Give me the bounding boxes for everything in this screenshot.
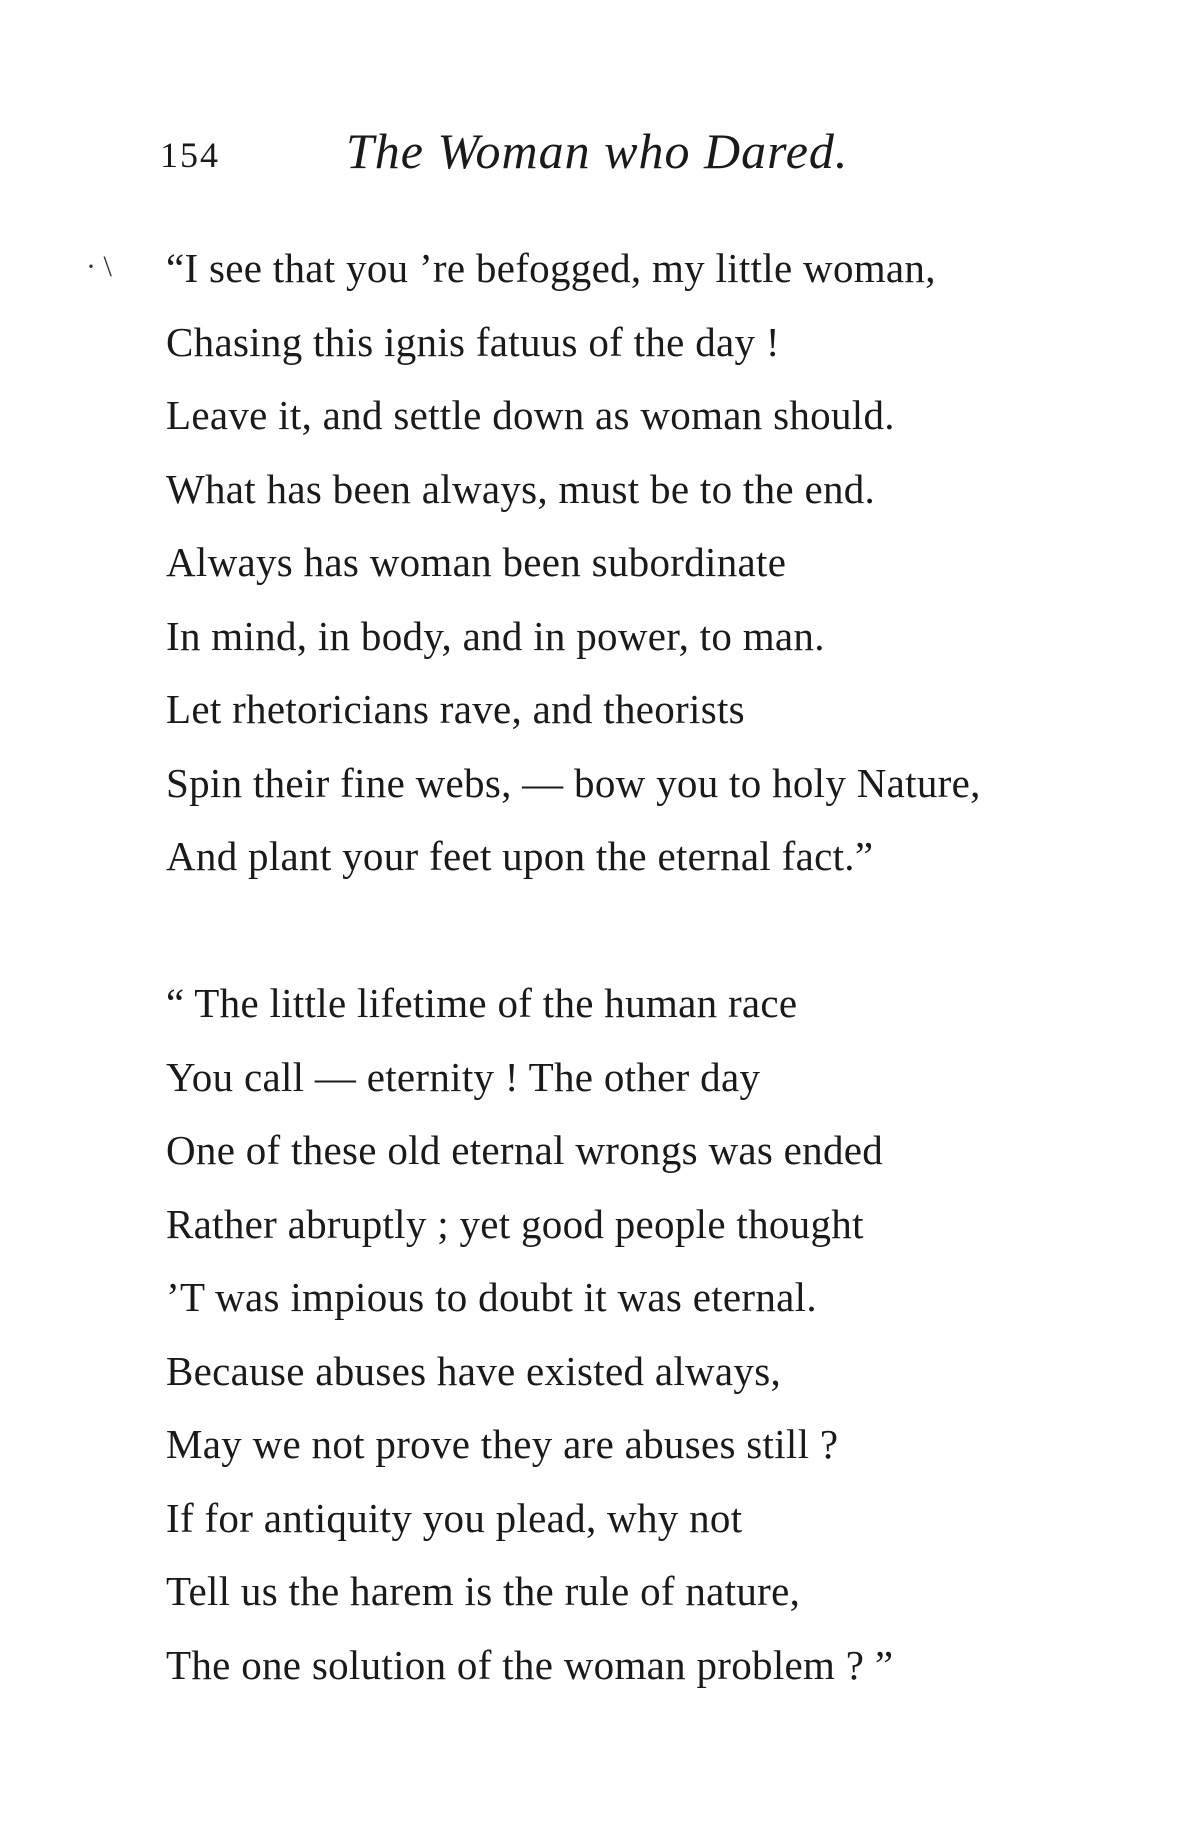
verse-line: Always has woman been subordinate [166, 539, 787, 585]
verse-line: Spin their fine webs, — bow you to holy Nature, [166, 759, 981, 806]
verse-line: And plant your feet upon the eternal fact.” [166, 833, 874, 879]
verse-line: Because abuses have existed always, [166, 1347, 782, 1394]
stanza-1 [166, 232, 1116, 894]
stanza-2 [166, 967, 1116, 1702]
verse-line: Tell us the harem is the rule of nature, [166, 1568, 801, 1614]
verse-line: May we not prove they are abuses still ? [166, 1421, 839, 1467]
verse-line: ’T was impious to doubt it was eternal. [166, 1274, 817, 1320]
verse-line: Rather abruptly ; yet good people thought [166, 1200, 864, 1247]
verse-line: Chasing this ignis fatuus of the day ! [166, 318, 780, 365]
verse-line: You call — eternity ! The other day [166, 1053, 761, 1100]
verse-line: If for antiquity you plead, why not [166, 1494, 743, 1541]
page-number: 154 [160, 135, 220, 175]
verse-line: The one solution of the woman problem ? ” [166, 1641, 894, 1688]
verse-line: “ The little lifetime of the human race [166, 980, 798, 1026]
verse-line: “I see that you ’re befogged, my little woman, [166, 245, 936, 291]
verse-line: Let rhetoricians rave, and theorists [166, 686, 745, 732]
margin-mark: · \ [86, 250, 112, 283]
running-header [160, 122, 920, 182]
verse-line: One of these old eternal wrongs was ended [166, 1127, 884, 1173]
running-title: The Woman who Dared. [346, 123, 849, 179]
verse-line: What has been always, must be to the end. [166, 465, 876, 512]
verse-line: In mind, in body, and in power, to man. [166, 612, 825, 659]
verse-line: Leave it, and settle down as woman should. [166, 392, 895, 438]
